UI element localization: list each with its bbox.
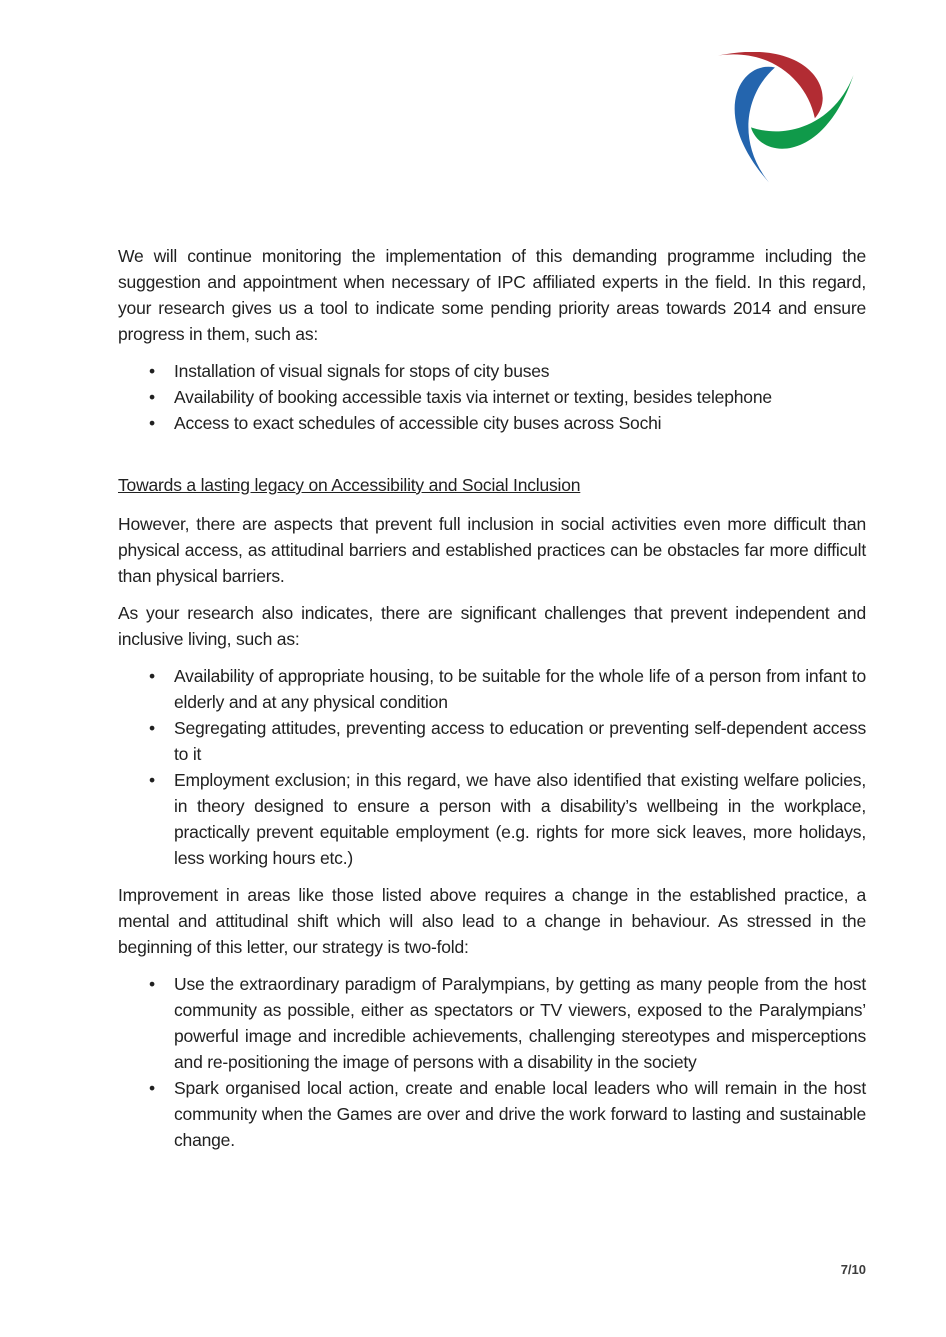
list-item: • Access to exact schedules of accessible city buses across Sochi xyxy=(118,410,866,436)
section-heading-text: Towards a lasting legacy on Accessibility and Social Inclusion xyxy=(118,475,581,495)
agitos-logo-svg xyxy=(700,52,872,186)
priority-areas-list xyxy=(118,358,866,436)
paragraph-research: As your research also indicates, there are significant challenges that prevent independent and inclusive living, such as: xyxy=(118,603,866,649)
challenges-list xyxy=(118,663,866,871)
list-item: • Employment exclusion; in this regard, we have also identified that existing welfare policies, in theory designed to ensure a person with a disability’s wellbeing in the workplace, practically prevent equitable employment (e.g. rights for more sick leaves, more holidays, less working hours etc.) xyxy=(118,767,866,871)
page-number: 7/10 xyxy=(840,1262,866,1277)
letter-body xyxy=(118,243,866,1164)
paragraph-intro: We will continue monitoring the implementation of this demanding programme including the suggestion and appointment when necessary of IPC affiliated experts in the field. In this regard, your research gives us a tool to indicate some pending priority areas towards 2014 and ensure progress in them, such as: xyxy=(118,246,866,344)
list-item: • Availability of appropriate housing, to be suitable for the whole life of a person from infant to elderly and at any physical condition xyxy=(118,663,866,715)
paragraph-however: However, there are aspects that prevent full inclusion in social activities even more difficult than physical access, as attitudinal barriers and established practices can be obstacles far more difficult than physical barriers. xyxy=(118,514,866,586)
paragraph-improvement: Improvement in areas like those listed above requires a change in the established practice, a mental and attitudinal shift which will also lead to a change in behaviour. As stressed in the beginning of this letter, our strategy is two-fold: xyxy=(118,885,866,957)
strategy-list xyxy=(118,971,866,1153)
section-heading xyxy=(118,472,866,498)
list-item: • Use the extraordinary paradigm of Paralympians, by getting as many people from the host community as possible, either as spectators or TV viewers, exposed to the Paralympians’ powerful image and incredible achievements, challenging stereotypes and misperceptions and re-positioning the image of persons with a disability in the society xyxy=(118,971,866,1075)
list-item: • Availability of booking accessible taxis via internet or texting, besides telephone xyxy=(118,384,866,410)
list-item: • Segregating attitudes, preventing access to education or preventing self-dependent access to it xyxy=(118,715,866,767)
ipc-agitos-logo xyxy=(700,52,872,186)
list-item: • Installation of visual signals for stops of city buses xyxy=(118,358,866,384)
list-item: • Spark organised local action, create and enable local leaders who will remain in the host community when the Games are over and drive the work forward to lasting and sustainable change. xyxy=(118,1075,866,1153)
